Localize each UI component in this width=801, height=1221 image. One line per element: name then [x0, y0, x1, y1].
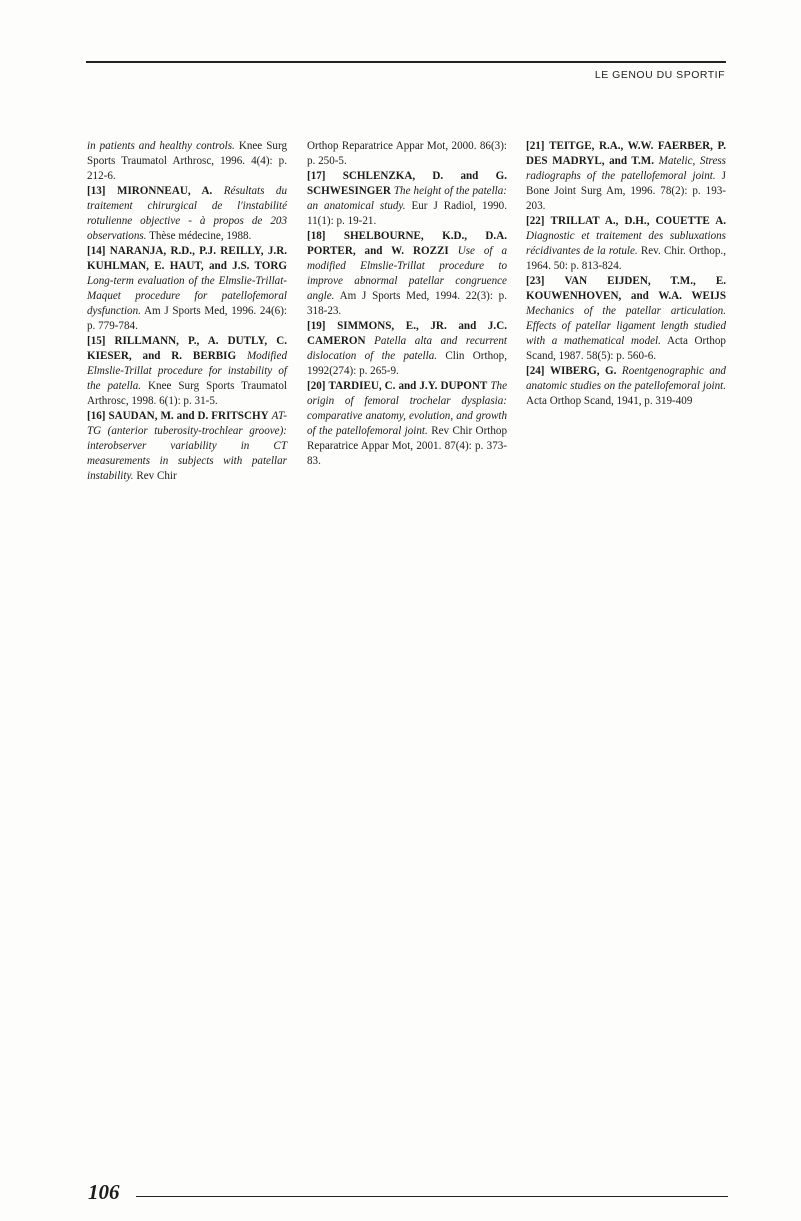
- ref-number: [13]: [87, 185, 106, 197]
- ref-source: Rev. Chir. Orthop., 1964. 50: p. 813-824.: [526, 245, 726, 272]
- reference-column-3: [526, 139, 726, 409]
- ref-source: Am J Sports Med, 1994. 22(3): p. 318-23.: [307, 290, 507, 317]
- ref-source: J Bone Joint Surg Am, 1996. 78(2): p. 193-203.: [526, 170, 726, 212]
- reference-entry: [87, 409, 287, 484]
- ref-source: Knee Surg Sports Traumatol Arthrosc, 1996. 4(4): p. 212-6.: [87, 140, 287, 182]
- reference-entry: [526, 274, 726, 364]
- ref-number: [22]: [526, 215, 545, 227]
- reference-entry: [87, 334, 287, 409]
- ref-authors: TEITGE, R.A., W.W. FAERBER, P. DES MADRYL, and T.M.: [526, 140, 726, 167]
- ref-authors: NARANJA, R.D., P.J. REILLY, J.R. KUHLMAN, E. HAUT, and J.S. TORG: [87, 245, 287, 272]
- ref-authors: TRILLAT A., D.H., COUETTE A.: [550, 215, 726, 227]
- ref-source: Orthop Reparatrice Appar Mot, 2000. 86(3): p. 250-5.: [307, 140, 507, 167]
- ref-number: [21]: [526, 140, 545, 152]
- ref-number: [23]: [526, 275, 545, 287]
- ref-number: [20]: [307, 380, 326, 392]
- ref-title: Roentgenographic and anatomic studies on the patellofemoral joint.: [526, 365, 726, 392]
- ref-source: Thèse médecine, 1988.: [149, 230, 252, 242]
- reference-entry: [307, 229, 507, 319]
- reference-entry: [307, 319, 507, 379]
- ref-title: Mechanics of the patellar articulation. Effects of patellar ligament length studied with a mathematical model.: [526, 305, 726, 347]
- ref-title: The origin of femoral trochelar dysplasia: comparative anatomy, evolution, and growth of the patellofemoral joint.: [307, 380, 507, 437]
- reference-entry: [87, 184, 287, 244]
- ref-title: Résultats du traitement chirurgical de l'instabilité rotulienne objective - à propos de 203 observations.: [87, 185, 287, 242]
- reference-column-1: [87, 139, 287, 484]
- reference-column-2: [307, 139, 507, 469]
- reference-entry: [526, 214, 726, 274]
- reference-entry: [526, 364, 726, 409]
- ref-source: Rev Chir: [136, 470, 177, 482]
- ref-number: [15]: [87, 335, 106, 347]
- ref-title: Long-term evaluation of the Elmslie-Trillat-Maquet procedure for patellofemoral dysfunction.: [87, 275, 287, 317]
- reference-entry: [87, 244, 287, 334]
- ref-authors: SHELBOURNE, K.D., D.A. PORTER, and W. ROZZI: [307, 230, 507, 257]
- reference-entry: [526, 139, 726, 214]
- ref-title: The height of the patella: an anatomical study.: [307, 185, 508, 212]
- running-head: LE GENOU DU SPORTIF: [594, 69, 725, 81]
- footer-rule: [136, 1196, 728, 1197]
- ref-authors: WIBERG, G.: [549, 365, 617, 377]
- ref-authors: SAUDAN, M. and D. FRITSCHY: [108, 410, 269, 422]
- ref-authors: SIMMONS, E., JR. and J.C. CAMERON: [307, 320, 507, 347]
- reference-entry: [307, 169, 507, 229]
- ref-number: [24]: [526, 365, 545, 377]
- ref-authors: VAN EIJDEN, T.M., E. KOUWENHOVEN, and W.A. WEIJS: [526, 275, 726, 302]
- page-number: 106: [88, 1180, 120, 1204]
- ref-title: in patients and healthy controls.: [87, 140, 235, 152]
- reference-entry: [87, 139, 287, 184]
- ref-title: Use of a modified Elmslie-Trillat procedure to improve abnormal patellar congruence angle.: [307, 245, 507, 302]
- ref-source: Acta Orthop Scand, 1941, p. 319-409: [526, 395, 693, 407]
- ref-source: Rev Chir Orthop Reparatrice Appar Mot, 2001. 87(4): p. 373-83.: [307, 425, 507, 467]
- ref-title: Matelic, Stress radiographs of the patellofemoral joint.: [526, 155, 727, 182]
- ref-authors: RILLMANN, P., A. DUTLY, C. KIESER, and R. BERBIG: [87, 335, 287, 362]
- reference-entry: [307, 379, 507, 469]
- ref-number: [16]: [87, 410, 106, 422]
- header-rule: [86, 61, 726, 63]
- ref-number: [14]: [87, 245, 106, 257]
- ref-source: Eur J Radiol, 1990. 11(1): p. 19-21.: [307, 200, 507, 227]
- ref-title: Patella alta and recurrent dislocation of the patella.: [307, 335, 507, 362]
- ref-number: [17]: [307, 170, 326, 182]
- ref-source: Clin Orthop, 1992(274): p. 265-9.: [307, 350, 507, 377]
- ref-title: Modified Elmslie-Trillat procedure for instability of the patella.: [87, 350, 287, 392]
- ref-number: [19]: [307, 320, 326, 332]
- ref-authors: SCHLENZKA, D. and G. SCHWESINGER: [307, 170, 507, 197]
- ref-title: Diagnostic et traitement des subluxations récidivantes de la rotule.: [526, 230, 726, 257]
- reference-entry: [307, 139, 507, 169]
- ref-authors: MIRONNEAU, A.: [116, 185, 213, 197]
- ref-number: [18]: [307, 230, 326, 242]
- ref-title: AT-TG (anterior tuberosity-trochlear groove): interobserver variability in CT measurements in subjects with patellar instability.: [87, 410, 287, 482]
- ref-source: Am J Sports Med, 1996. 24(6): p. 779-784.: [87, 305, 287, 332]
- ref-authors: TARDIEU, C. and J.Y. DUPONT: [328, 380, 488, 392]
- ref-source: Knee Surg Sports Traumatol Arthrosc, 1998. 6(1): p. 31-5.: [87, 380, 287, 407]
- ref-source: Acta Orthop Scand, 1987. 58(5): p. 560-6.: [526, 335, 726, 362]
